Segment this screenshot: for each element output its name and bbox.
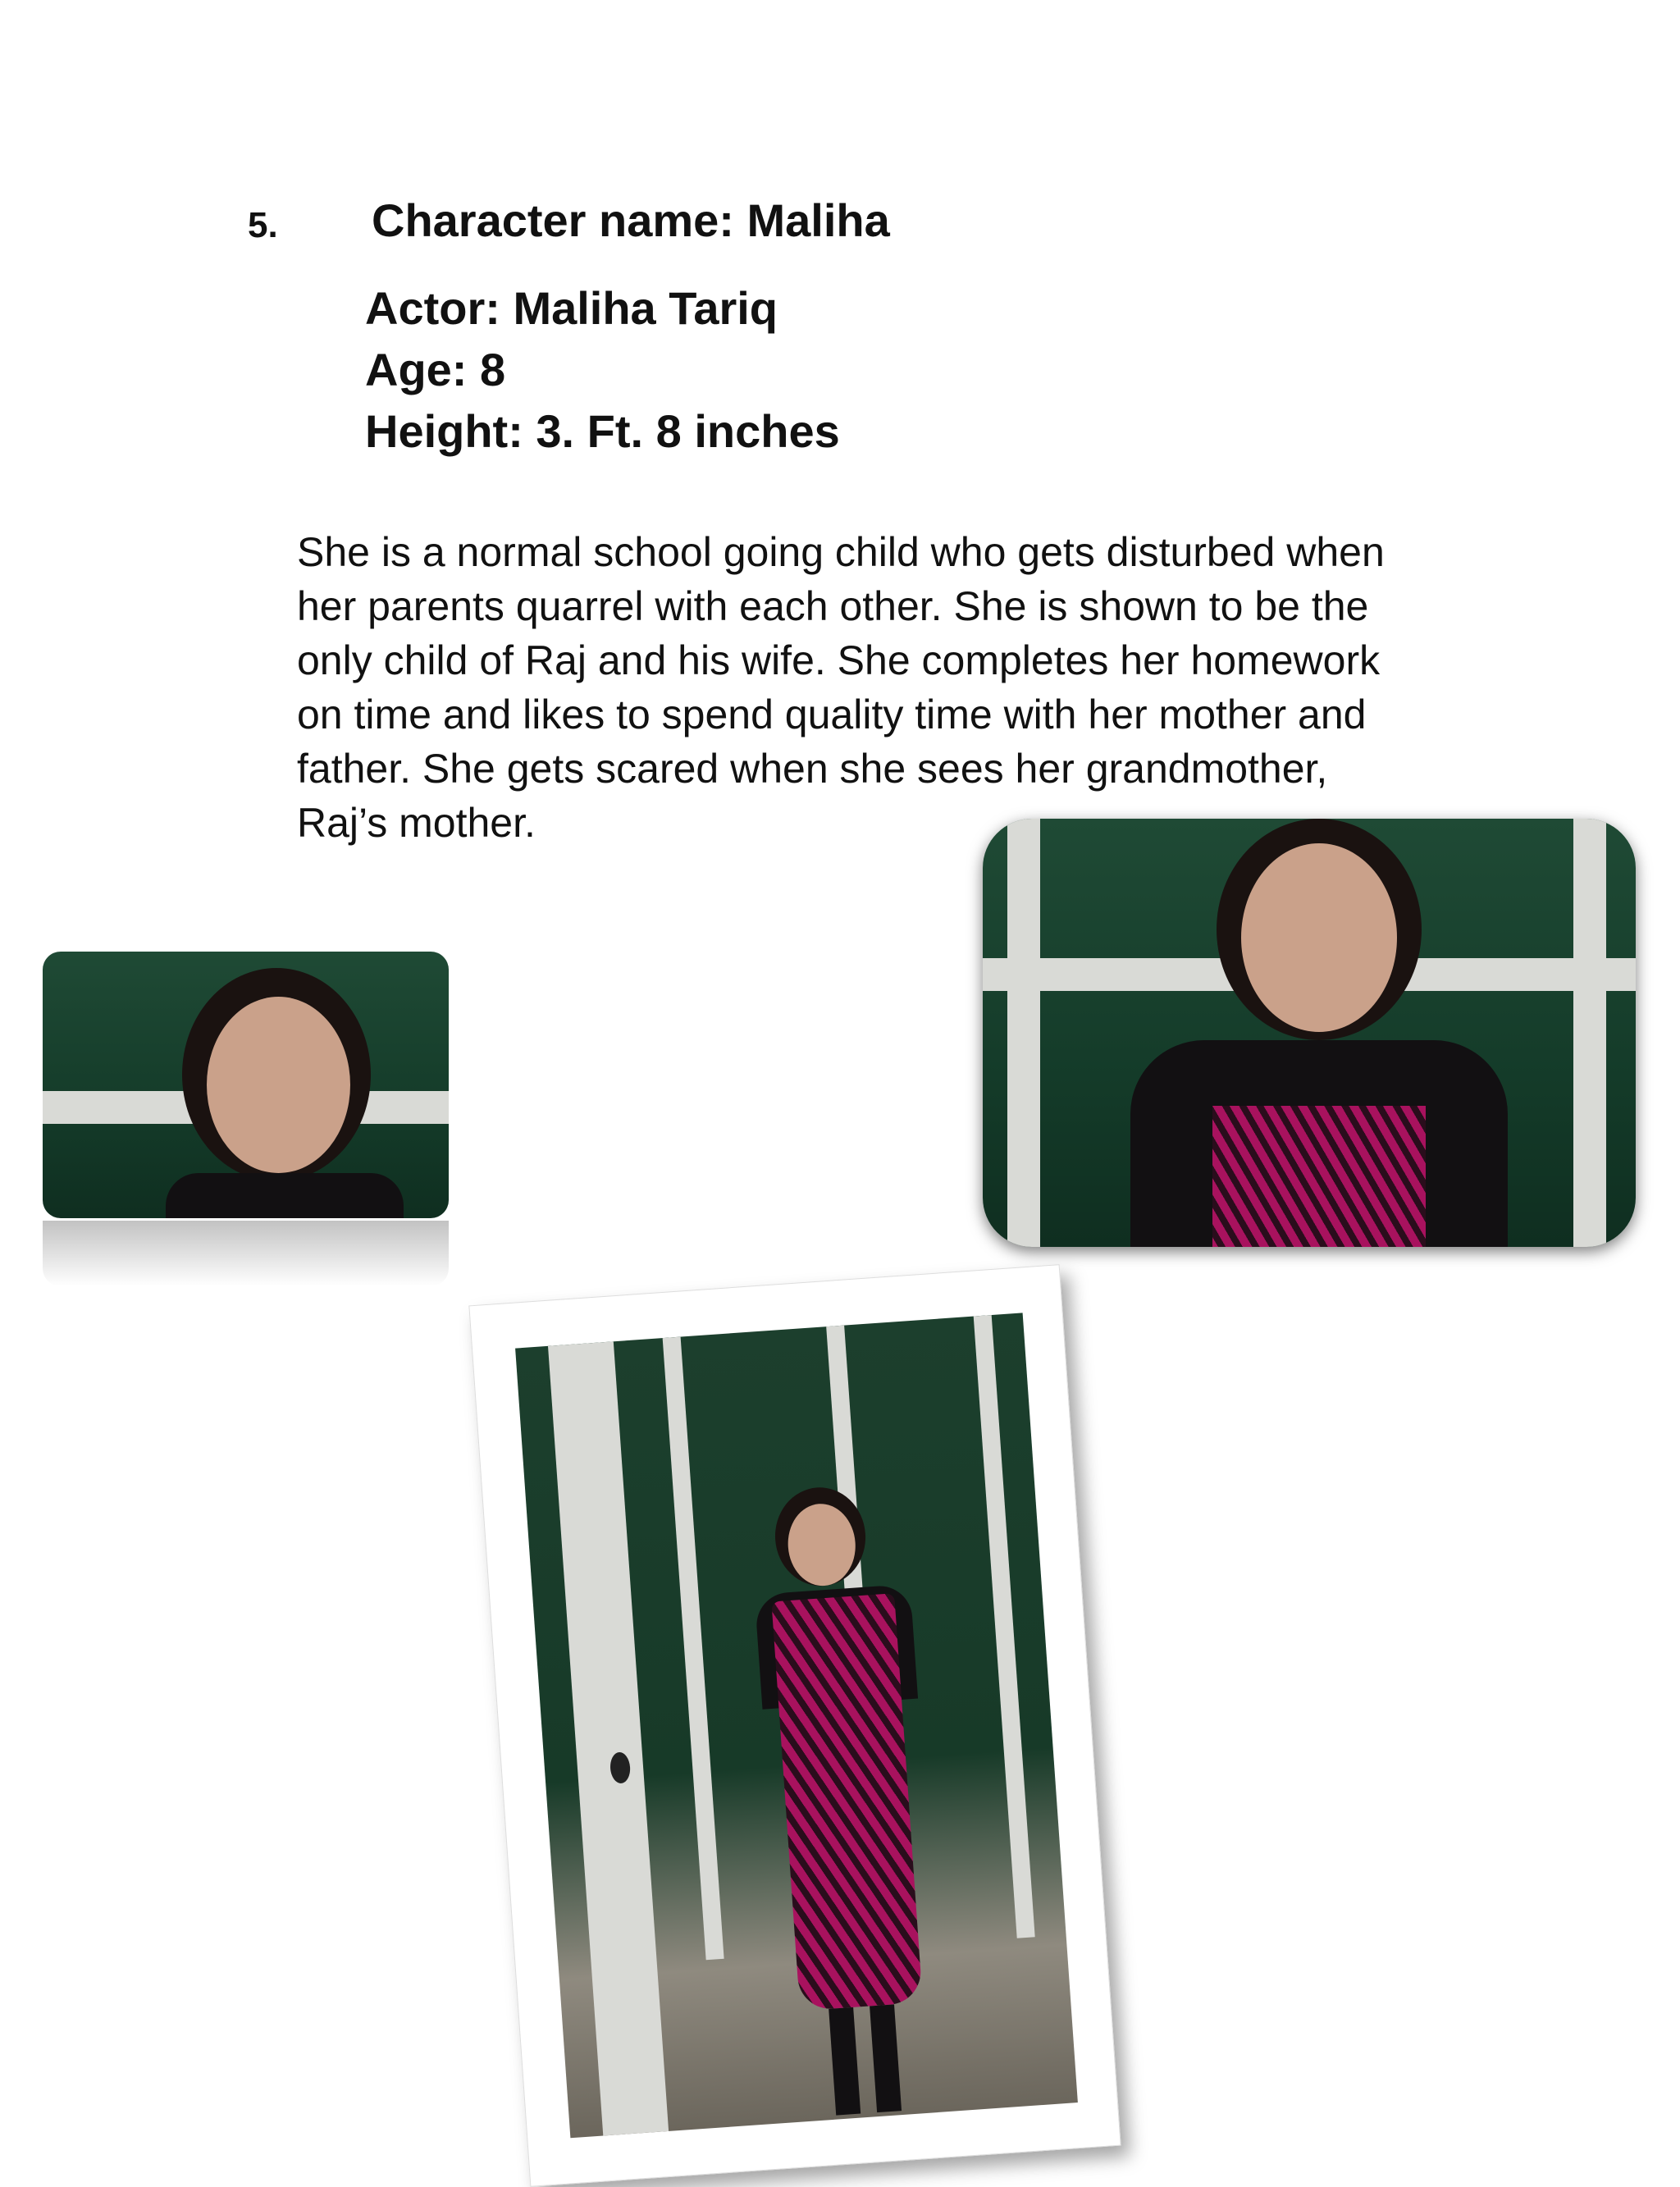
age-label: Age: 8 [365, 344, 506, 395]
section-number: 5. [248, 205, 278, 245]
door-edge [548, 1341, 669, 2135]
leg [870, 2004, 902, 2112]
description-line: She is a normal school going child who gets disturbed when [297, 529, 1385, 575]
leg [829, 2007, 861, 2116]
description-line: father. She gets scared when she sees her grandmother, [297, 746, 1328, 792]
photo-content [515, 1313, 1078, 2138]
window-frame [974, 1315, 1035, 1938]
photo-reflection [43, 1221, 449, 1286]
description-line: her parents quarrel with each other. She is shown to be the [297, 583, 1369, 629]
framed-full-body-photo [468, 1264, 1121, 2187]
description-line: on time and likes to spend quality time with her mother and [297, 692, 1367, 737]
character-description [297, 525, 1478, 850]
shirt [166, 1173, 404, 1218]
character-name-heading: Character name: Maliha [372, 194, 890, 246]
door-post [1573, 819, 1606, 1247]
actor-label: Actor: Maliha Tariq [365, 282, 778, 334]
description-line: Raj’s mother. [297, 800, 536, 846]
height-label: Height: 3. Ft. 8 inches [365, 405, 840, 457]
dress-pattern [1212, 1106, 1426, 1247]
description-line: only child of Raj and his wife. She completes her homework [297, 637, 1381, 683]
face [1241, 843, 1397, 1032]
door-post [1007, 819, 1040, 1247]
face [207, 997, 350, 1173]
portrait-photo-small [43, 952, 449, 1218]
character-details [365, 277, 840, 462]
window-frame [663, 1337, 724, 1961]
portrait-photo-large [983, 819, 1636, 1247]
